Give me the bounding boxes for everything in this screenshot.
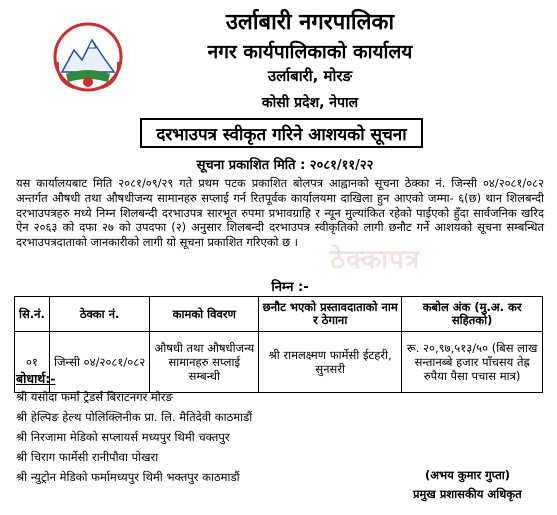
cell-contract-no: जिन्सी ०४/२०८१/०८२ bbox=[49, 332, 150, 393]
cc-item: श्री हेल्पिङ हेल्थ पोलिक्लिनीक प्रा. लि. मैतिदेवी काठमाडौं bbox=[16, 410, 253, 424]
award-table bbox=[14, 296, 543, 393]
office-title: नगर कार्यपालिकाको कार्यालय bbox=[207, 41, 413, 63]
header-bidder: छनौट भएको प्रस्तावदाताको नाम र ठेगाना bbox=[259, 297, 402, 332]
table-header-row bbox=[15, 297, 543, 332]
signatory-name: (अभय कुमार गुप्ता) bbox=[425, 468, 510, 482]
cell-serial: ०१ bbox=[15, 332, 50, 393]
header-work-description: कामको विवरण bbox=[150, 297, 259, 332]
cc-item: श्री यसोदा फर्मा ट्रेडर्स बिराटनगर मोरङ bbox=[16, 390, 173, 404]
cc-item: श्री चिराग फार्मेसी रानीपौवा पोखरा bbox=[16, 450, 159, 464]
nepal-emblem-icon bbox=[52, 22, 124, 92]
published-date: सूचना प्रकाशित मिति : २०८१/११/२२ bbox=[196, 158, 374, 173]
cc-item: श्री निरजामा मेडिको सप्लायर्स मध्यपुर थिमी चक्तपुर bbox=[16, 430, 230, 444]
signatory-title: प्रमुख प्रशासकीय अधिकृत bbox=[413, 487, 522, 501]
list-heading: निम्न :- bbox=[271, 280, 309, 295]
header-contract-no: ठेक्का नं. bbox=[49, 297, 150, 332]
province-line: कोसी प्रदेश, नेपाल bbox=[261, 95, 359, 111]
header-serial: सि.नं. bbox=[15, 297, 50, 332]
cell-bidder: श्री रामलक्ष्मण फार्मेसी ईटहरी, सुनसरी bbox=[259, 332, 402, 393]
watermark-text: ठेक्कापत्र bbox=[330, 245, 421, 275]
notice-title: दरभाउपत्र स्वीकृत गरिने आशयको सूचना bbox=[140, 118, 423, 148]
cell-bid-amount: रू. २०,९७,५१३/५० (बिस लाख सन्तानब्बे हजार पाँचसय तेह्र रुपैया पैसा पचास मात्र) bbox=[402, 332, 543, 393]
notice-body: यस कार्यालयबाट मिति २०८१/०९/२९ गते प्रथम पटक प्रकाशित बोलपत्र आह्वानको सूचना ठेक्का नं. जिन्सी ०४/२०८१/०८२ अन्तर्गत औषधी तथा औषधीजन्य सामानहरु सप्लाई गर्न रितपूर्वक कार्यालयमा दाखिला हुन आएको जम्मा- ६(छ) थान शिलबन्दी दरभाउपत्रहरु मध्ये निम्न शिलबन्दी दरभाउपत्र सारभूत रुपमा प्रभावग्राहि र न्यून मुल्यांकित रहेको पाईएको हुँदा सार्वजनिक खरिद ऐन २०६३ को दफा २७ को उपदफा (२) अनुसार शिलबन्दी दरभाउपत्र स्वीकृतिको लागी छनौट गर्ने आशयको सूचना सम्बन्धित दरभाउपत्रदाताको जानकारीको लागी यो सूचना प्रकाशित गरिएको छ । bbox=[16, 176, 544, 250]
cell-work-description: औषधी तथा औषधीजन्य सामानहरु सप्लाई सम्बन्धी bbox=[150, 332, 259, 393]
location-line: उर्लाबारी, मोरङ bbox=[267, 67, 353, 85]
table-row bbox=[15, 332, 543, 393]
cc-item: श्री न्युट्रोन मेडिको फर्मामध्यपुर थिमी भक्तपुर काठमाडौं bbox=[16, 470, 240, 484]
municipality-title: उर्लाबारी नगरपालिका bbox=[225, 10, 395, 35]
header-bid-amount: कबोल अंक (मु.अ. कर सहितको) bbox=[402, 297, 543, 332]
cc-heading: बोधार्थ:- bbox=[16, 371, 56, 386]
